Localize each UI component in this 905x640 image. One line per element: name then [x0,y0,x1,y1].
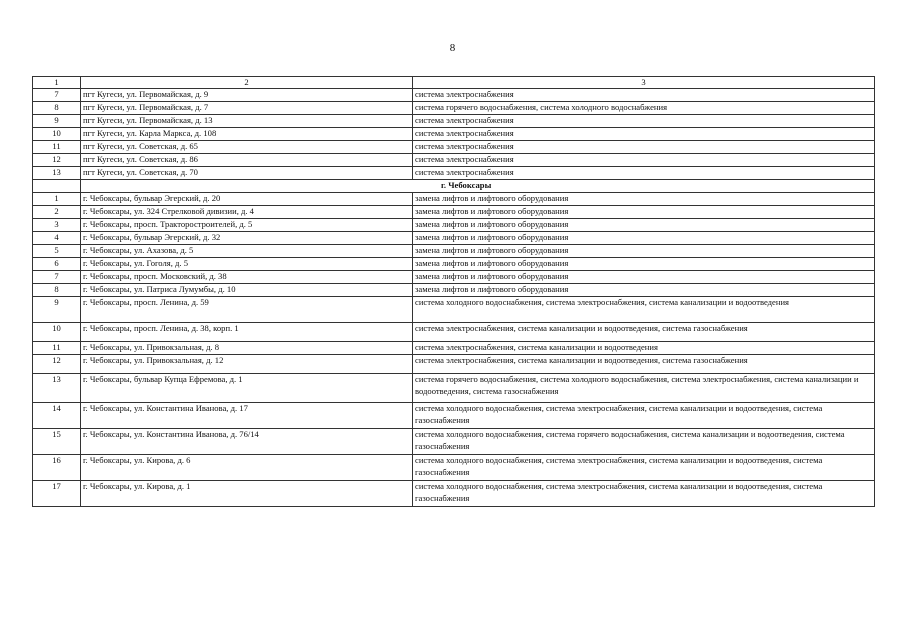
row-number-cell: 5 [33,245,81,258]
work-type-cell: замена лифтов и лифтового оборудования [413,258,875,271]
row-number-cell: 14 [33,403,81,429]
work-type-cell: замена лифтов и лифтового оборудования [413,245,875,258]
work-type-cell: система горячего водоснабжения, система холодного водоснабжения, система электроснабжения, система канализации и водоотведения, система газоснабжения [413,374,875,403]
address-cell: г. Чебоксары, ул. Кирова, д. 6 [81,455,413,481]
address-cell: г. Чебоксары, ул. Константина Иванова, д. 17 [81,403,413,429]
table-row [33,206,875,219]
address-cell: пгт Кугеси, ул. Первомайская, д. 9 [81,89,413,102]
row-number-cell: 10 [33,128,81,141]
table-row [33,154,875,167]
work-type-cell: система электроснабжения [413,141,875,154]
table-row [33,89,875,102]
work-type-cell: система горячего водоснабжения, система холодного водоснабжения [413,102,875,115]
address-cell: г. Чебоксары, ул. Гоголя, д. 5 [81,258,413,271]
row-number-cell: 13 [33,167,81,180]
table-row [33,355,875,374]
work-type-cell: система электроснабжения [413,115,875,128]
address-cell: г. Чебоксары, просп. Ленина, д. 59 [81,297,413,323]
row-number-cell: 6 [33,258,81,271]
section-row [33,180,875,193]
header-col-1: 1 [33,77,81,89]
work-type-cell: замена лифтов и лифтового оборудования [413,271,875,284]
table-row [33,481,875,507]
table-row [33,297,875,323]
work-type-cell: система холодного водоснабжения, система электроснабжения, система канализации и водоотведения, система газоснабжения [413,455,875,481]
table-row [33,258,875,271]
row-number-cell: 3 [33,219,81,232]
works-table [32,76,875,507]
row-number-cell: 2 [33,206,81,219]
address-cell: пгт Кугеси, ул. Советская, д. 86 [81,154,413,167]
row-number-cell: 13 [33,374,81,403]
address-cell: пгт Кугеси, ул. Первомайская, д. 13 [81,115,413,128]
address-cell: г. Чебоксары, ул. Патриса Лумумбы, д. 10 [81,284,413,297]
work-type-cell: замена лифтов и лифтового оборудования [413,219,875,232]
table-row [33,403,875,429]
table-row [33,115,875,128]
row-number-cell: 17 [33,481,81,507]
work-type-cell: замена лифтов и лифтового оборудования [413,284,875,297]
work-type-cell: замена лифтов и лифтового оборудования [413,232,875,245]
row-number-cell: 11 [33,141,81,154]
row-number-cell: 16 [33,455,81,481]
address-cell: г. Чебоксары, ул. Привокзальная, д. 8 [81,342,413,355]
table-row [33,284,875,297]
work-type-cell: система электроснабжения [413,167,875,180]
row-number-cell: 8 [33,102,81,115]
row-number-cell: 9 [33,297,81,323]
work-type-cell: система электроснабжения [413,89,875,102]
address-cell: г. Чебоксары, просп. Тракторостроителей, д. 5 [81,219,413,232]
address-cell: г. Чебоксары, бульвар Эгерский, д. 32 [81,232,413,245]
table-row [33,193,875,206]
address-cell: г. Чебоксары, ул. Кирова, д. 1 [81,481,413,507]
work-type-cell: замена лифтов и лифтового оборудования [413,193,875,206]
row-number-cell: 10 [33,323,81,342]
header-col-2: 2 [81,77,413,89]
row-number-cell: 15 [33,429,81,455]
work-type-cell: система электроснабжения, система канализации и водоотведения [413,342,875,355]
page-number: 8 [449,42,456,54]
address-cell: г. Чебоксары, ул. Константина Иванова, д. 76/14 [81,429,413,455]
address-cell: г. Чебоксары, просп. Московский, д. 38 [81,271,413,284]
row-number-cell: 11 [33,342,81,355]
address-cell: пгт Кугеси, ул. Советская, д. 65 [81,141,413,154]
row-number-cell: 4 [33,232,81,245]
row-number-cell: 1 [33,193,81,206]
work-type-cell: система электроснабжения [413,154,875,167]
address-cell: пгт Кугеси, ул. Советская, д. 70 [81,167,413,180]
work-type-cell: замена лифтов и лифтового оборудования [413,206,875,219]
work-type-cell: система холодного водоснабжения, система электроснабжения, система канализации и водоотведения [413,297,875,323]
row-number-cell: 7 [33,89,81,102]
address-cell: г. Чебоксары, ул. Привокзальная, д. 12 [81,355,413,374]
table-row [33,429,875,455]
table-row [33,271,875,284]
row-number-cell: 8 [33,284,81,297]
address-cell: пгт Кугеси, ул. Карла Маркса, д. 108 [81,128,413,141]
work-type-cell: система холодного водоснабжения, система электроснабжения, система канализации и водоотведения, система газоснабжения [413,481,875,507]
table-row [33,323,875,342]
section-title: г. Чебоксары [81,180,875,193]
works-table-body [33,77,875,507]
table-row [33,167,875,180]
address-cell: г. Чебоксары, бульвар Эгерский, д. 20 [81,193,413,206]
work-type-cell: система электроснабжения [413,128,875,141]
row-number-cell: 7 [33,271,81,284]
work-type-cell: система электроснабжения, система канализации и водоотведения, система газоснабжения [413,355,875,374]
row-number-cell: 12 [33,154,81,167]
row-number-cell: 9 [33,115,81,128]
table-row [33,232,875,245]
address-cell: г. Чебоксары, бульвар Купца Ефремова, д. 1 [81,374,413,403]
row-number-cell: 12 [33,355,81,374]
address-cell: пгт Кугеси, ул. Первомайская, д. 7 [81,102,413,115]
table-row [33,374,875,403]
header-col-3: 3 [413,77,875,89]
work-type-cell: система холодного водоснабжения, система электроснабжения, система канализации и водоотведения, система газоснабжения [413,403,875,429]
table-row [33,219,875,232]
table-row [33,141,875,154]
address-cell: г. Чебоксары, ул. 324 Стрелковой дивизии, д. 4 [81,206,413,219]
table-row [33,245,875,258]
section-empty-cell [33,180,81,193]
table-header-row [33,77,875,89]
address-cell: г. Чебоксары, просп. Ленина, д. 38, корп. 1 [81,323,413,342]
address-cell: г. Чебоксары, ул. Ахазова, д. 5 [81,245,413,258]
table-row [33,102,875,115]
table-row [33,455,875,481]
work-type-cell: система холодного водоснабжения, система горячего водоснабжения, система канализации и водоотведения, система газоснабжения [413,429,875,455]
table-row [33,342,875,355]
work-type-cell: система электроснабжения, система канализации и водоотведения, система газоснабжения [413,323,875,342]
table-row [33,128,875,141]
